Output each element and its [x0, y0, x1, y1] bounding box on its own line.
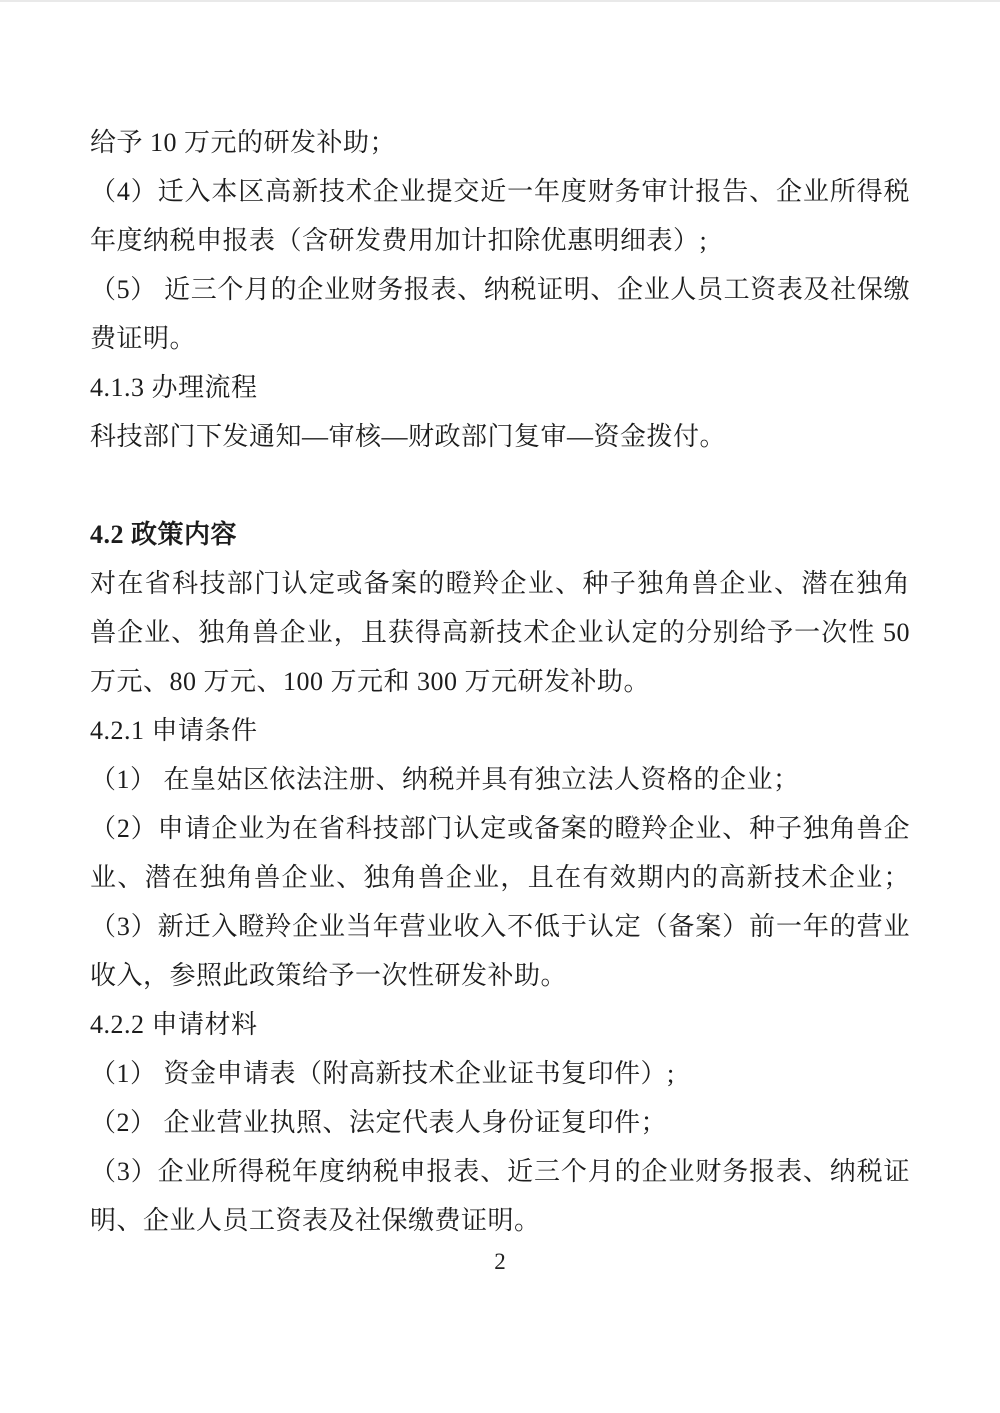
text-line-item-2: （2） 企业营业执照、法定代表人身份证复印件； — [90, 1108, 668, 1137]
text-line: 兽企业、独角兽企业，且获得高新技术企业认定的分别给予一次性 50 — [90, 618, 910, 647]
text-line-item-5: （5） 近三个月的企业财务报表、纳税证明、企业人员工资表及社保缴 — [90, 275, 910, 304]
text-line: 费证明。 — [90, 324, 197, 353]
text-line-item-3: （3）企业所得税年度纳税申报表、近三个月的企业财务报表、纳税证 — [90, 1157, 910, 1186]
text-line-item-2: （2）申请企业为在省科技部门认定或备案的瞪羚企业、种子独角兽企 — [90, 814, 910, 843]
text-line: 明、企业人员工资表及社保缴费证明。 — [90, 1206, 541, 1235]
text-line: 万元、80 万元、100 万元和 300 万元研发补助。 — [90, 667, 651, 696]
section-heading-4-2: 4.2 政策内容 — [90, 520, 238, 549]
text-line: 年度纳税申报表（含研发费用加计扣除优惠明细表）; — [90, 226, 708, 255]
text-line: 给予 10 万元的研发补助； — [90, 128, 397, 157]
text-line-item-4: （4）迁入本区高新技术企业提交近一年度财务审计报告、企业所得税 — [90, 177, 910, 206]
document-body — [90, 118, 910, 1245]
text-line: 对在省科技部门认定或备案的瞪羚企业、种子独角兽企业、潜在独角 — [90, 569, 910, 598]
text-line-item-3: （3）新迁入瞪羚企业当年营业收入不低于认定（备案）前一年的营业 — [90, 912, 910, 941]
text-line-process-flow: 科技部门下发通知—审核—财政部门复审—资金拨付。 — [90, 422, 727, 451]
blank-line — [90, 461, 910, 510]
scan-edge — [0, 0, 1000, 2]
text-line-item-1: （1） 在皇姑区依法注册、纳税并具有独立法人资格的企业； — [90, 765, 800, 794]
section-heading-4-2-2: 4.2.2 申请材料 — [90, 1010, 258, 1039]
page-number: 2 — [494, 1249, 506, 1274]
text-line: 业、潜在独角兽企业、独角兽企业，且在有效期内的高新技术企业； — [90, 863, 910, 892]
text-line: 收入，参照此政策给予一次性研发补助。 — [90, 961, 568, 990]
section-heading-4-2-1: 4.2.1 申请条件 — [90, 716, 258, 745]
section-heading-4-1-3: 4.1.3 办理流程 — [90, 373, 258, 402]
text-line-item-1: （1） 资金申请表（附高新技术企业证书复印件）; — [90, 1059, 675, 1088]
